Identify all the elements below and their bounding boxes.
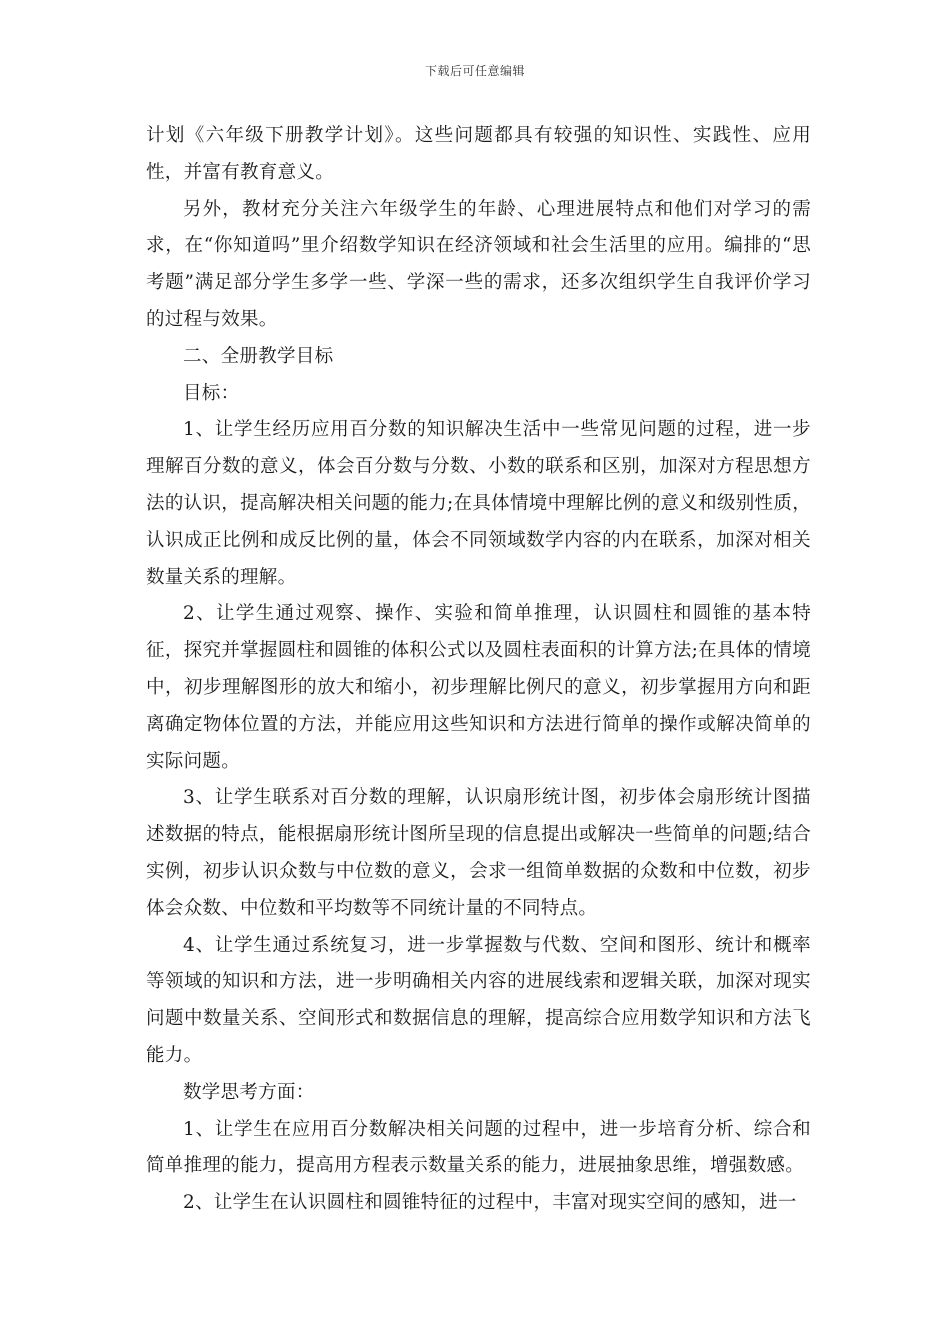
paragraph: 计划《六年级下册教学计划》。这些问题都具有较强的知识性、实践性、应用性，并富有教育意义。 bbox=[146, 125, 811, 183]
subheading: 数学思考方面： bbox=[183, 1081, 315, 1103]
section-heading: 二、全册教学目标 bbox=[183, 345, 334, 367]
paragraph: 2、让学生在认识圆柱和圆锥特征的过程中，丰富对现实空间的感知，进一 bbox=[183, 1192, 797, 1214]
paragraph: 另外，教材充分关注六年级学生的年龄、心理进展特点和他们对学习的需求，在“你知道吗”里介绍数学知识在经济领域和社会生活里的应用。编排的“思考题”满足部分学生多学一些、学深一些的需求，还多次组织学生自我评价学习的过程与效果。 bbox=[146, 198, 811, 330]
document-body bbox=[146, 118, 811, 1222]
paragraph: 1、让学生经历应用百分数的知识解决生活中一些常见问题的过程，进一步理解百分数的意义，体会百分数与分数、小数的联系和区别，加深对方程思想方法的认识，提高解决相关问题的能力;在具体情境中理解比例的意义和级别性质，认识成正比例和成反比例的量，体会不同领域数学内容的内在联系，加深对相关数量关系的理解。 bbox=[146, 419, 811, 588]
paragraph: 1、让学生在应用百分数解决相关问题的过程中，进一步培育分析、综合和简单推理的能力，提高用方程表示数量关系的能力，进展抽象思维，增强数感。 bbox=[146, 1118, 811, 1177]
paragraph: 4、让学生通过系统复习，进一步掌握数与代数、空间和图形、统计和概率等领域的知识和方法，进一步明确相关内容的进展线索和逻辑关联，加深对现实问题中数量关系、空间形式和数据信息的理解，提高综合应用数学知识和方法飞能力。 bbox=[146, 934, 811, 1066]
subheading: 目标： bbox=[183, 382, 240, 404]
paragraph: 3、让学生联系对百分数的理解，认识扇形统计图，初步体会扇形统计图描述数据的特点，能根据扇形统计图所呈现的信息提出或解决一些简单的问题;结合实例，初步认识众数与中位数的意义，会求一组简单数据的众数和中位数，初步体会众数、中位数和平均数等不同统计量的不同特点。 bbox=[146, 787, 811, 919]
paragraph: 2、让学生通过观察、操作、实验和简单推理，认识圆柱和圆锥的基本特征，探究并掌握圆柱和圆锥的体积公式以及圆柱表面积的计算方法;在具体的情境中，初步理解图形的放大和缩小，初步理解比例尺的意义，初步掌握用方向和距离确定物体位置的方法，并能应用这些知识和方法进行简单的操作或解决简单的实际问题。 bbox=[146, 603, 811, 772]
page-header: 下载后可任意编辑 bbox=[424, 64, 525, 78]
